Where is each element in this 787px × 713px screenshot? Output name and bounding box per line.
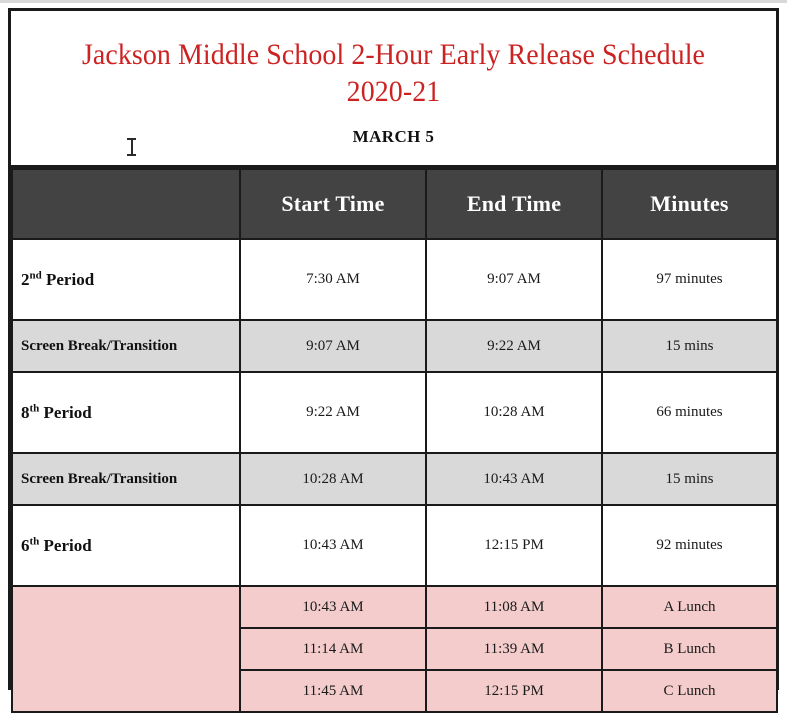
row-label-screen-break: Screen Break/Transition <box>12 453 240 505</box>
cell-end-time: 12:15 PM <box>426 670 602 712</box>
cell-end-time: 9:07 AM <box>426 239 602 320</box>
cell-end-time: 11:39 AM <box>426 628 602 670</box>
page-subtitle-date: MARCH 5 <box>352 127 435 146</box>
period-word: Period <box>41 269 95 289</box>
period-ordinal-suffix: th <box>29 534 40 547</box>
cell-minutes: 97 minutes <box>602 239 777 320</box>
document-header <box>11 11 776 168</box>
cell-start-time: 11:14 AM <box>240 628 426 670</box>
row-label-screen-break: Screen Break/Transition <box>12 320 240 372</box>
title-line-2: 2020-21 <box>346 75 441 108</box>
table-header-row <box>12 169 777 239</box>
column-header-start-time: Start Time <box>240 169 426 239</box>
cell-end-time: 12:15 PM <box>426 505 602 586</box>
table-row <box>12 239 777 320</box>
period-number: 2 <box>21 269 30 289</box>
cell-end-time: 9:22 AM <box>426 320 602 372</box>
cell-lunch-label: B Lunch <box>602 628 777 670</box>
cell-lunch-label: C Lunch <box>602 670 777 712</box>
cell-lunch-label: A Lunch <box>602 586 777 628</box>
period-number: 8 <box>21 402 30 422</box>
table-body <box>12 239 777 712</box>
period-number: 6 <box>21 535 30 555</box>
row-label-period-6 <box>12 505 240 586</box>
title-line-1: Jackson Middle School 2-Hour Early Release Schedule <box>81 38 706 71</box>
table-row <box>12 586 777 628</box>
period-word: Period <box>39 402 92 422</box>
cell-minutes: 15 mins <box>602 453 777 505</box>
cell-start-time: 9:22 AM <box>240 372 426 453</box>
column-header-minutes: Minutes <box>602 169 777 239</box>
schedule-table <box>11 168 778 713</box>
table-row <box>12 453 777 505</box>
document-frame <box>8 8 779 699</box>
row-label-period-2 <box>12 239 240 320</box>
period-ordinal-suffix: th <box>29 401 40 414</box>
cell-minutes: 15 mins <box>602 320 777 372</box>
cell-start-time: 10:43 AM <box>240 505 426 586</box>
column-header-end-time: End Time <box>426 169 602 239</box>
cell-minutes: 92 minutes <box>602 505 777 586</box>
period-ordinal-suffix: nd <box>29 268 42 281</box>
row-label-period-8 <box>12 372 240 453</box>
table-row <box>12 505 777 586</box>
schedule-table-container <box>11 168 776 713</box>
period-word: Period <box>39 535 92 555</box>
cell-end-time: 10:43 AM <box>426 453 602 505</box>
page-title <box>38 11 749 110</box>
cell-start-time: 9:07 AM <box>240 320 426 372</box>
table-row <box>12 372 777 453</box>
blocked-out-cell <box>12 586 240 712</box>
cell-end-time: 11:08 AM <box>426 586 602 628</box>
column-header-blank <box>12 169 240 239</box>
cell-start-time: 10:43 AM <box>240 586 426 628</box>
cell-start-time: 11:45 AM <box>240 670 426 712</box>
cell-end-time: 10:28 AM <box>426 372 602 453</box>
cell-minutes: 66 minutes <box>602 372 777 453</box>
cell-start-time: 10:28 AM <box>240 453 426 505</box>
table-row <box>12 320 777 372</box>
cell-start-time: 7:30 AM <box>240 239 426 320</box>
page-top-rule <box>0 0 787 3</box>
